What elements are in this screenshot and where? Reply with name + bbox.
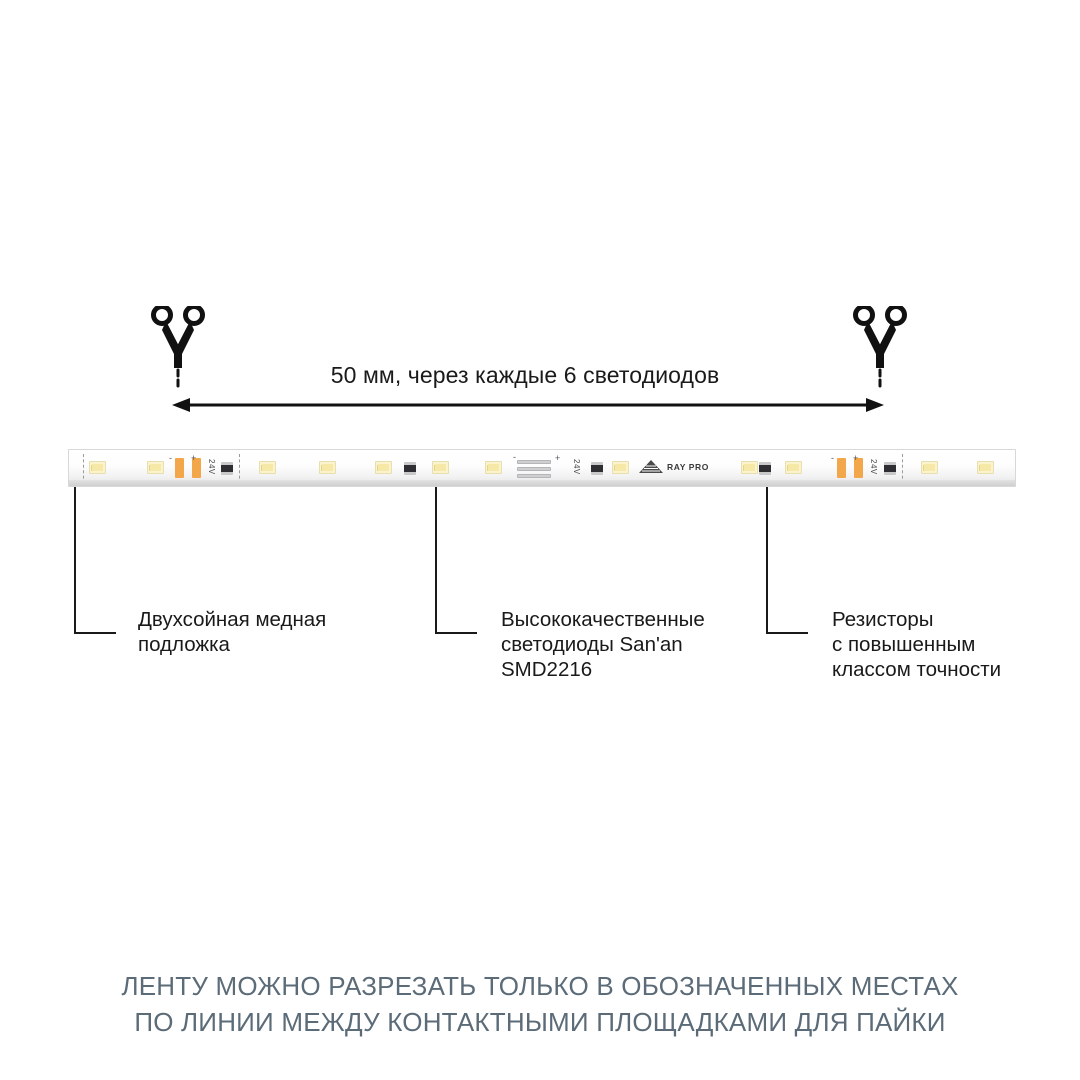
resistor <box>404 462 416 475</box>
caption-line-2: ПО ЛИНИИ МЕЖДУ КОНТАКТНЫМИ ПЛОЩАДКАМИ ДЛЯ ПАЙКИ <box>134 1007 946 1037</box>
brand-name: RAY PRO <box>667 462 709 472</box>
led-chip <box>977 461 994 474</box>
plus-mark: + <box>191 453 197 463</box>
callout-substrate <box>138 607 438 657</box>
led-chip <box>485 461 502 474</box>
resistor <box>221 462 233 475</box>
copper-pad <box>837 458 846 478</box>
callout-leds-line1: Высококачественные <box>501 608 705 631</box>
led-chip <box>785 461 802 474</box>
copper-pad <box>175 458 184 478</box>
callout-resistors-line1: Резисторы <box>832 608 934 631</box>
solder-pad-pair <box>175 458 201 480</box>
plus-mark: + <box>555 453 561 463</box>
voltage-mark: 24V <box>207 459 216 475</box>
plus-mark: + <box>853 453 859 463</box>
cut-line <box>83 454 85 484</box>
led-chip <box>432 461 449 474</box>
voltage-mark: 24V <box>869 459 878 475</box>
callout-substrate-line2: подложка <box>138 633 230 656</box>
callout-resistors-line2: с повышенным <box>832 633 976 656</box>
led-strip <box>68 449 1016 487</box>
callout-resistors <box>832 607 1080 682</box>
led-chip <box>375 461 392 474</box>
callout-leds-line2: светодиоды San'an <box>501 633 683 656</box>
brand-logo <box>639 460 709 474</box>
voltage-mark: 24V <box>572 459 581 475</box>
minus-mark: - <box>831 453 834 463</box>
bottom-caption <box>0 968 1080 1040</box>
led-chip <box>319 461 336 474</box>
resistor <box>759 462 771 475</box>
led-chip <box>259 461 276 474</box>
scissors-icon-right <box>850 306 910 390</box>
solder-pads <box>517 459 551 478</box>
led-chip <box>921 461 938 474</box>
callout-resistors-line3: классом точности <box>832 658 1002 681</box>
callout-leds <box>501 607 801 682</box>
led-chip <box>89 461 106 474</box>
led-chip <box>612 461 629 474</box>
cut-line <box>239 454 241 484</box>
callout-foot-substrate <box>74 632 116 634</box>
callout-leader-resistors <box>766 487 768 633</box>
resistor <box>591 462 603 475</box>
callout-substrate-line1: Двухсойная медная <box>138 608 327 631</box>
resistor <box>884 462 896 475</box>
cut-line <box>902 454 904 484</box>
minus-mark: - <box>513 452 516 462</box>
led-chip <box>147 461 164 474</box>
dimension-label: 50 мм, через каждые 6 светодиодов <box>330 362 720 388</box>
callout-foot-leds <box>435 632 477 634</box>
minus-mark: - <box>169 453 172 463</box>
callout-leds-line3: SMD2216 <box>501 658 593 681</box>
callout-leader-substrate <box>74 487 76 633</box>
led-chip <box>741 461 758 474</box>
dimension-arrow <box>172 394 884 416</box>
callout-foot-resistors <box>766 632 808 634</box>
ray-pro-mark-icon <box>639 460 663 474</box>
solder-pad-pair <box>837 458 863 480</box>
scissors-icon-left <box>148 306 208 390</box>
caption-line-1: ЛЕНТУ МОЖНО РАЗРЕЗАТЬ ТОЛЬКО В ОБОЗНАЧЕННЫХ МЕСТАХ <box>121 971 959 1001</box>
callout-leader-leds <box>435 487 437 633</box>
